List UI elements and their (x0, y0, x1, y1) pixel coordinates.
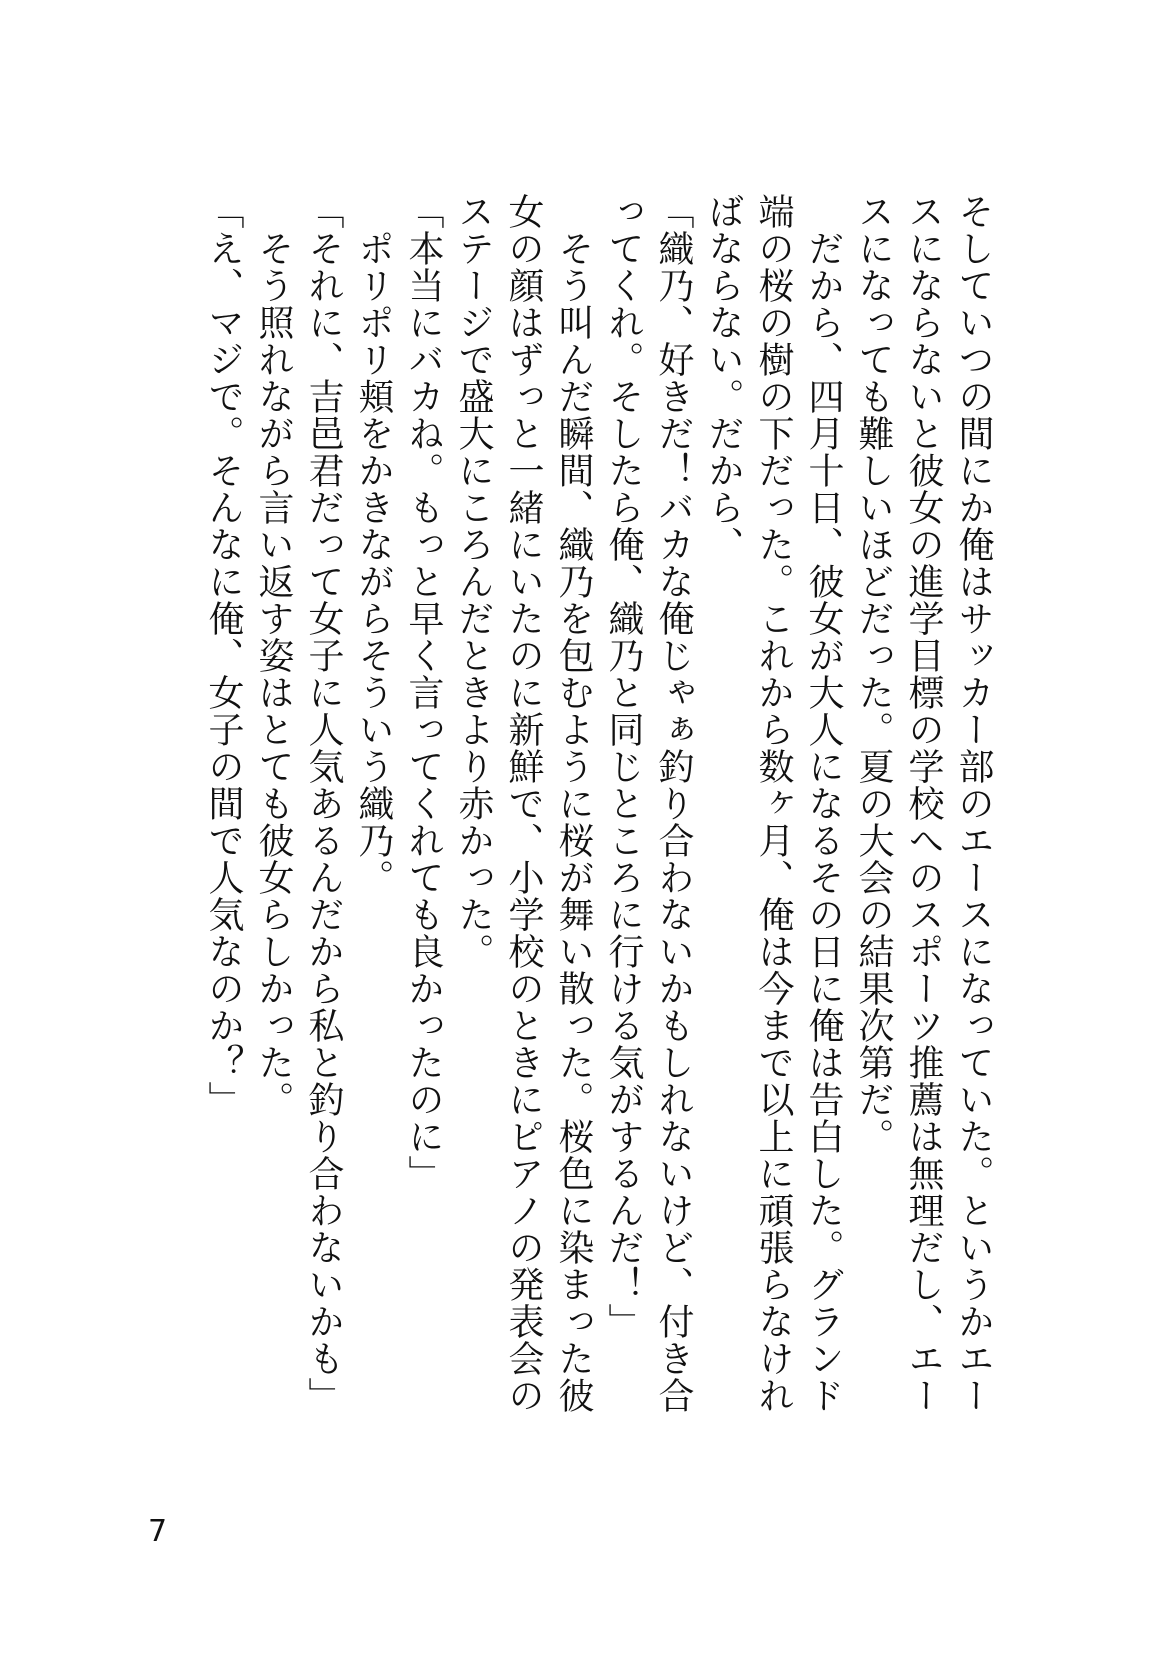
text-line: 女の顔はずっと一緒にいたのに新鮮で、小学校のときにピアノの発表会の (503, 193, 544, 1414)
text-line: そう叫んだ瞬間、織乃を包むように桜が舞い散った。桜色に染まった彼 (553, 193, 594, 1414)
text-line: 「本当にバカね。もっと早く言ってくれても良かったのに」 (403, 193, 444, 1192)
text-line: だから、四月十日、彼女が大人になるその日に俺は告白した。グランド (803, 193, 844, 1414)
text-line: 「織乃、好きだ！バカな俺じゃぁ釣り合わないかもしれないけど、付き合 (653, 193, 694, 1414)
text-line: ってくれ。そしたら俺、織乃と同じところに行ける気がするんだ！」 (603, 193, 644, 1340)
text-line: そしていつの間にか俺はサッカー部のエースになっていた。というかエー (953, 193, 994, 1414)
text-line: 「それに、吉邑君だって女子に人気あるんだから私と釣り合わないかも」 (303, 193, 344, 1414)
text-line: そう照れながら言い返す姿はとても彼女らしかった。 (253, 193, 294, 1118)
text-line: ステージで盛大にころんだときより赤かった。 (453, 193, 494, 970)
text-line: 端の桜の樹の下だった。これから数ヶ月、俺は今まで以上に頑張らなけれ (753, 193, 794, 1414)
text-line: スにならないと彼女の進学目標の学校へのスポーツ推薦は無理だし、エー (903, 193, 944, 1414)
page-number: 7 (148, 1514, 168, 1549)
text-line: 「え、マジで。そんなに俺、女子の間で人気なのか？」 (203, 193, 244, 1118)
text-line: ポリポリ頬をかきながらそういう織乃。 (353, 193, 394, 896)
text-line: スになっても難しいほどだった。夏の大会の結果次第だ。 (853, 193, 894, 1155)
vertical-text-body (198, 193, 998, 1493)
text-line: ばならない。だから、 (703, 193, 744, 563)
